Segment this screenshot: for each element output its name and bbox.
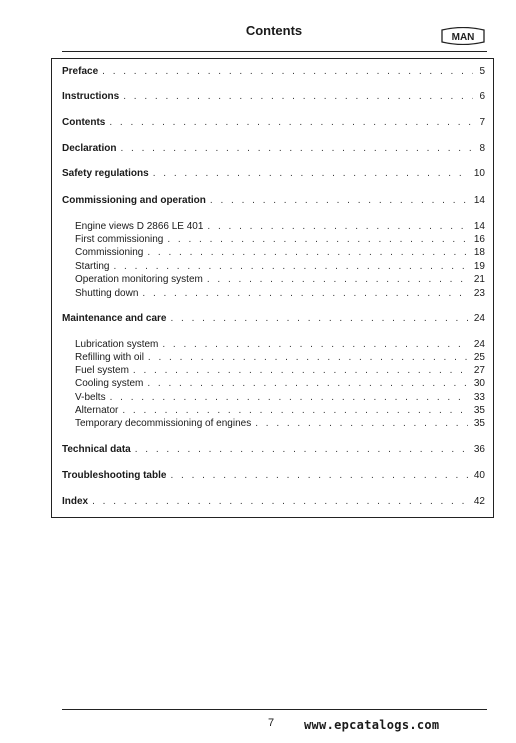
toc-entry-label: Temporary decommissioning of engines — [75, 418, 252, 429]
toc-entry-page: 24 — [473, 339, 485, 350]
page-number: 7 — [268, 717, 275, 729]
toc-leader — [207, 221, 467, 233]
toc-entry-troubleshooting-table[interactable] — [62, 470, 485, 482]
logo-text: MAN — [451, 32, 475, 43]
toc-entry-page: 5 — [479, 66, 485, 77]
toc-leader — [113, 261, 467, 273]
toc-leader — [92, 496, 468, 508]
toc-entry-safety-regulations[interactable] — [62, 168, 485, 180]
toc-subentry-engine-views[interactable] — [75, 221, 485, 233]
toc-entry-maintenance-and-care[interactable] — [62, 313, 485, 325]
toc-leader — [133, 365, 468, 377]
toc-entry-label: First commissioning — [75, 234, 164, 245]
toc-entry-page: 27 — [473, 365, 485, 376]
toc-leader — [162, 339, 468, 351]
toc-leader — [147, 378, 468, 390]
toc-entry-page: 30 — [473, 378, 485, 389]
footer-rule — [62, 709, 487, 710]
toc-entry-page: 35 — [473, 405, 485, 416]
toc-entry-label: Starting — [75, 261, 110, 272]
toc-leader — [148, 352, 468, 364]
toc-leader — [153, 168, 468, 180]
toc-entry-page: 14 — [473, 221, 485, 232]
toc-subentry-starting[interactable] — [75, 261, 485, 273]
toc-subentry-refilling-with-oil[interactable] — [75, 352, 485, 364]
toc-entry-page: 21 — [473, 274, 485, 285]
toc-leader — [102, 66, 473, 78]
toc-entry-label: Troubleshooting table — [62, 470, 167, 481]
toc-subentry-commissioning[interactable] — [75, 247, 485, 259]
toc-entry-label: Fuel system — [75, 365, 129, 376]
toc-entry-page: 25 — [473, 352, 485, 363]
toc-entry-label: Safety regulations — [62, 168, 149, 179]
toc-entry-label: Alternator — [75, 405, 119, 416]
toc-subentry-alternator[interactable] — [75, 405, 485, 417]
toc-entry-page: 42 — [473, 496, 485, 507]
toc-entry-page: 6 — [479, 91, 485, 102]
toc-subentry-cooling-system[interactable] — [75, 378, 485, 390]
toc-entry-label: Lubrication system — [75, 339, 159, 350]
toc-subentry-temporary-decommissioning[interactable] — [75, 418, 485, 430]
toc-entry-page: 19 — [473, 261, 485, 272]
toc-leader — [110, 392, 468, 404]
toc-entry-label: Cooling system — [75, 378, 144, 389]
toc-entry-label: Maintenance and care — [62, 313, 167, 324]
toc-entry-label: Preface — [62, 66, 99, 77]
toc-subentry-fuel-system[interactable] — [75, 365, 485, 377]
toc-subentry-v-belts[interactable] — [75, 392, 485, 404]
toc-entry-label: Shutting down — [75, 288, 139, 299]
toc-entry-index[interactable] — [62, 496, 485, 508]
toc-subentry-shutting-down[interactable] — [75, 288, 485, 300]
toc-entry-label: Refilling with oil — [75, 352, 144, 363]
toc-leader — [170, 313, 467, 325]
toc-entry-page: 7 — [479, 117, 485, 128]
toc-entry-page: 40 — [473, 470, 485, 481]
toc-entry-label: Commissioning and operation — [62, 195, 206, 206]
toc-entry-preface[interactable] — [62, 66, 485, 78]
page-title: Contents — [245, 23, 303, 38]
toc-leader — [170, 470, 467, 482]
toc-leader — [142, 288, 467, 300]
toc-entry-page: 36 — [473, 444, 485, 455]
toc-entry-instructions[interactable] — [62, 91, 485, 103]
toc-entry-technical-data[interactable] — [62, 444, 485, 456]
toc-subentry-first-commissioning[interactable] — [75, 234, 485, 246]
toc-entry-page: 10 — [473, 168, 485, 179]
toc-leader — [255, 418, 468, 430]
toc-entry-label: Operation monitoring system — [75, 274, 203, 285]
toc-leader — [210, 195, 468, 207]
toc-entry-page: 8 — [479, 143, 485, 154]
toc-entry-page: 35 — [473, 418, 485, 429]
man-logo-icon — [441, 27, 485, 45]
toc-subentry-lubrication-system[interactable] — [75, 339, 485, 351]
toc-leader — [147, 247, 468, 259]
toc-entry-label: Commissioning — [75, 247, 144, 258]
toc-leader — [207, 274, 468, 286]
toc-entry-label: Declaration — [62, 143, 117, 154]
toc-subentry-operation-monitoring[interactable] — [75, 274, 485, 286]
toc-entry-label: Engine views D 2866 LE 401 — [75, 221, 204, 232]
toc-leader — [109, 117, 473, 129]
toc-entry-label: Contents — [62, 117, 106, 128]
toc-entry-declaration[interactable] — [62, 143, 485, 155]
toc-entry-page: 16 — [473, 234, 485, 245]
toc-entry-commissioning-and-operation[interactable] — [62, 195, 485, 207]
toc-entry-contents[interactable] — [62, 117, 485, 129]
toc-entry-page: 33 — [473, 392, 485, 403]
toc-entry-label: Instructions — [62, 91, 120, 102]
toc-entry-label: Index — [62, 496, 89, 507]
toc-entry-page: 14 — [473, 195, 485, 206]
toc-leader — [167, 234, 468, 246]
toc-entry-page: 24 — [473, 313, 485, 324]
toc-entry-page: 23 — [473, 288, 485, 299]
website-watermark: www.epcatalogs.com — [304, 718, 440, 732]
toc-entry-page: 18 — [473, 247, 485, 258]
toc-leader — [122, 405, 468, 417]
toc-leader — [123, 91, 473, 103]
toc-entry-label: V-belts — [75, 392, 106, 403]
toc-leader — [120, 143, 473, 155]
toc-leader — [135, 444, 468, 456]
header-rule — [62, 51, 487, 52]
toc-entry-label: Technical data — [62, 444, 131, 455]
